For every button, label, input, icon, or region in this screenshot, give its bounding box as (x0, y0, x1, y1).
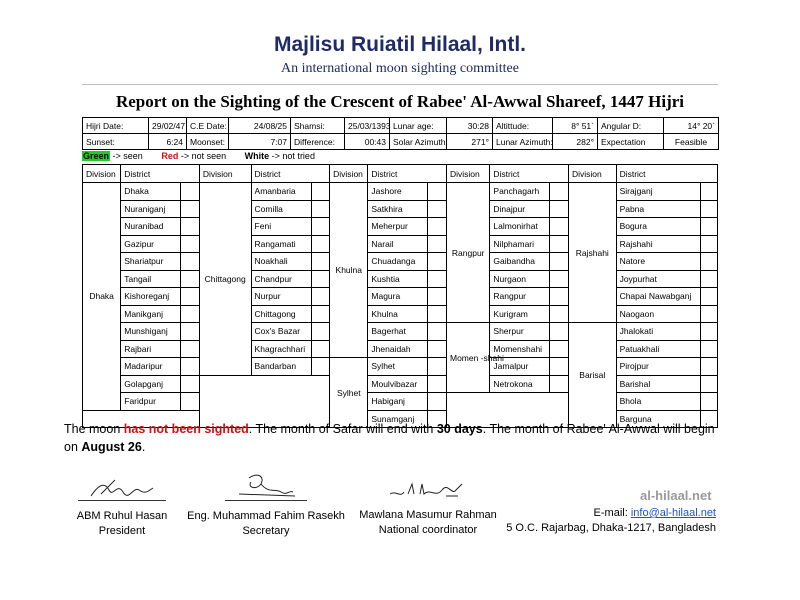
status-cell-netrokona (550, 375, 569, 393)
hijri-date-value: 29/02/47 (149, 118, 187, 134)
status-cell-sherpur (550, 323, 569, 341)
status-cell-dinajpur (550, 200, 569, 218)
district-nuranibad: Nuranibad (121, 218, 181, 236)
district-chandpur: Chandpur (251, 270, 311, 288)
announcement-status: has not been sighted (123, 422, 249, 436)
lunar-azimuth-value: 282° (553, 134, 598, 150)
status-cell-sirajganj (701, 183, 718, 201)
status-cell-nilphamari (550, 235, 569, 253)
status-cell-nuranibad (181, 218, 200, 236)
status-cell-pabna (701, 200, 718, 218)
moonset-value: 7:07 (229, 134, 291, 150)
division-rangpur: Rangpur (446, 183, 489, 323)
signer-title: National coordinator (378, 524, 478, 536)
shamsi-value: 25/03/1393 (345, 118, 390, 134)
district-natore: Natore (616, 253, 701, 271)
hijri-date-label: Hijri Date: (83, 118, 149, 134)
district-jamalpur: Jamalpur (490, 358, 550, 376)
status-cell-faridpur (181, 393, 200, 411)
division-rajshahi: Rajshahi (569, 183, 617, 323)
ce-date-value: 24/08/25 (229, 118, 291, 134)
division-header: Division (83, 165, 121, 183)
division-barisal: Barisal (569, 323, 617, 428)
grid-row (83, 218, 718, 236)
district-madaripur: Madaripur (121, 358, 181, 376)
district-rangpur: Rangpur (490, 288, 550, 306)
status-cell-rajbari (181, 340, 200, 358)
org-subtitle: An international moon sighting committee (281, 61, 519, 76)
signature-line (225, 500, 307, 501)
signature-secretary (186, 472, 346, 539)
lunar-azimuth-label: Lunar Azimuth: (493, 134, 553, 150)
status-cell-nuraniganj (181, 200, 200, 218)
altitude-label: Altittude: (493, 118, 553, 134)
district-joypurhat: Joypurhat (616, 270, 701, 288)
status-cell-sylhet (428, 358, 447, 376)
status-cell-moulvibazar (428, 375, 447, 393)
grid-row (83, 305, 718, 323)
status-cell-meherpur (428, 218, 447, 236)
status-cell-nurpur (311, 288, 330, 306)
district-bogura: Bogura (616, 218, 701, 236)
announcement (64, 420, 724, 456)
report-title: Report on the Sighting of the Crescent of Rabee' Al-Awwal Shareef, 1447 Hijri (115, 92, 685, 111)
status-cell-madaripur (181, 358, 200, 376)
district-jashore: Jashore (368, 183, 428, 201)
district-nilphamari: Nilphamari (490, 235, 550, 253)
division-sylhet: Sylhet (330, 358, 368, 428)
info-row-2 (83, 134, 719, 150)
angular-d-label: Angular D: (598, 118, 664, 134)
district-chapai-nawabganj: Chapai Nawabganj (616, 288, 701, 306)
district-jhalokati: Jhalokati (616, 323, 701, 341)
grid-row (83, 340, 718, 358)
announcement-date: August 26 (81, 440, 142, 454)
legend-green-desc: -> seen (112, 151, 143, 161)
status-cell-comilla (311, 200, 330, 218)
status-cell-rajshahi (701, 235, 718, 253)
grid-row (83, 270, 718, 288)
signature-coordinator (358, 478, 498, 538)
district-header: District (490, 165, 569, 183)
district-rajbari: Rajbari (121, 340, 181, 358)
district-bandarban: Bandarban (251, 358, 311, 376)
status-cell-amanbaria (311, 183, 330, 201)
district-manikganj: Manikganj (121, 305, 181, 323)
status-cell-kushtia (428, 270, 447, 288)
status-cell-tangail (181, 270, 200, 288)
brand-website: al-hilaal.net (640, 488, 712, 503)
status-cell-cox-s-bazar (311, 323, 330, 341)
grid-row (83, 288, 718, 306)
signer-title: Secretary (242, 525, 290, 537)
legend-red: Red (161, 151, 179, 161)
district-nuraniganj: Nuraniganj (121, 200, 181, 218)
division-header: Division (446, 165, 489, 183)
division-dhaka: Dhaka (83, 183, 121, 411)
district-pabna: Pabna (616, 200, 701, 218)
district-barguna: Barguna (616, 410, 701, 428)
astronomical-info-table (82, 117, 719, 150)
grid-row (83, 323, 718, 341)
status-cell-satkhira (428, 200, 447, 218)
status-cell-habiganj (428, 393, 447, 411)
status-cell-khagrachhari (311, 340, 330, 358)
solar-azimuth-label: Solar Azimuth: (390, 134, 447, 150)
grid-row (83, 183, 718, 201)
status-cell-bhola (701, 393, 718, 411)
status-cell-noakhali (311, 253, 330, 271)
district-lalmonirhat: Lalmonirhat (490, 218, 550, 236)
status-cell-nurgaon (550, 270, 569, 288)
status-cell-golapganj (181, 375, 200, 393)
district-tangail: Tangail (121, 270, 181, 288)
expectation-label: Expectation (598, 134, 664, 150)
status-cell-chittagong (311, 305, 330, 323)
district-munshiganj: Munshiganj (121, 323, 181, 341)
status-cell-magura (428, 288, 447, 306)
difference-label: Difference: (291, 134, 345, 150)
district-jhenaidah: Jhenaidah (368, 340, 428, 358)
status-cell-jashore (428, 183, 447, 201)
district-satkhira: Satkhira (368, 200, 428, 218)
district-netrokona: Netrokona (490, 375, 550, 393)
grid-row (83, 375, 718, 393)
division-header: Division (330, 165, 368, 183)
status-cell-dhaka (181, 183, 200, 201)
grid-row (83, 200, 718, 218)
district-panchagarh: Panchagarh (490, 183, 550, 201)
status-cell-momenshahi (550, 340, 569, 358)
district-cox-s-bazar: Cox's Bazar (251, 323, 311, 341)
legend-white-desc: -> not tried (271, 151, 315, 161)
district-moulvibazar: Moulvibazar (368, 375, 428, 393)
status-cell-rangpur (550, 288, 569, 306)
status-cell-pirojpur (701, 358, 718, 376)
status-cell-munshiganj (181, 323, 200, 341)
signature-scribble-coordinator (386, 478, 470, 500)
district-naogaon: Naogaon (616, 305, 701, 323)
difference-value: 00:43 (345, 134, 390, 150)
status-cell-kishoreganj (181, 288, 200, 306)
announcement-part2: . The month of Safar will end with (248, 422, 437, 436)
moonset-label: Moonset: (187, 134, 229, 150)
signer-name: Mawlana Masumur Rahman (359, 509, 497, 521)
shamsi-label: Shamsi: (291, 118, 345, 134)
status-cell-joypurhat (701, 270, 718, 288)
sunset-label: Sunset: (83, 134, 149, 150)
district-amanbaria: Amanbaria (251, 183, 311, 201)
legend (82, 151, 315, 161)
district-golapganj: Golapganj (121, 375, 181, 393)
status-cell-bandarban (311, 358, 330, 376)
district-bhola: Bhola (616, 393, 701, 411)
district-sirajganj: Sirajganj (616, 183, 701, 201)
district-momenshahi: Momenshahi (490, 340, 550, 358)
solar-azimuth-value: 271° (447, 134, 493, 150)
status-cell-kurigram (550, 305, 569, 323)
email-line (500, 506, 716, 521)
status-cell-gaibandha (550, 253, 569, 271)
status-cell-barishal (701, 375, 718, 393)
email-link[interactable]: info@al-hilaal.net (630, 507, 716, 519)
status-cell-jhenaidah (428, 340, 447, 358)
status-cell-lalmonirhat (550, 218, 569, 236)
signer-name: Eng. Muhammad Fahim Rasekh (187, 510, 345, 522)
district-rajshahi: Rajshahi (616, 235, 701, 253)
lunar-age-value: 30:28 (447, 118, 493, 134)
district-chittagong: Chittagong (251, 305, 311, 323)
status-cell-shariatpur (181, 253, 200, 271)
signature-scribble-president (87, 478, 157, 500)
status-cell-chandpur (311, 270, 330, 288)
district-noakhali: Noakhali (251, 253, 311, 271)
district-narail: Narail (368, 235, 428, 253)
division-khulna: Khulna (330, 183, 368, 358)
district-meherpur: Meherpur (368, 218, 428, 236)
district-sherpur: Sherpur (490, 323, 550, 341)
email-label: E-mail: (593, 507, 631, 519)
district-khagrachhari: Khagrachhari (251, 340, 311, 358)
district-sunamganj: Sunamganj (368, 410, 428, 428)
district-patuakhali: Patuakhali (616, 340, 701, 358)
district-shariatpur: Shariatpur (121, 253, 181, 271)
district-gazipur: Gazipur (121, 235, 181, 253)
status-cell-narail (428, 235, 447, 253)
district-faridpur: Faridpur (121, 393, 181, 411)
status-cell-manikganj (181, 305, 200, 323)
district-khulna: Khulna (368, 305, 428, 323)
signature-line (78, 500, 166, 501)
district-gaibandha: Gaibandha (490, 253, 550, 271)
district-nurpur: Nurpur (251, 288, 311, 306)
division-header: Division (199, 165, 251, 183)
district-nurgaon: Nurgaon (490, 270, 550, 288)
division-header: Division (569, 165, 617, 183)
status-cell-jhalokati (701, 323, 718, 341)
lunar-age-label: Lunar age: (390, 118, 447, 134)
status-cell-khulna (428, 305, 447, 323)
district-bagerhat: Bagerhat (368, 323, 428, 341)
status-cell-bagerhat (428, 323, 447, 341)
status-cell-bogura (701, 218, 718, 236)
district-chuadanga: Chuadanga (368, 253, 428, 271)
status-cell-feni (311, 218, 330, 236)
info-row-1 (83, 118, 719, 134)
org-name: Majlisu Ruiatil Hilaal, Intl. (273, 33, 527, 56)
altitude-value: 8° 51` (553, 118, 598, 134)
district-comilla: Comilla (251, 200, 311, 218)
status-cell-natore (701, 253, 718, 271)
signature-president (68, 478, 176, 539)
signer-title: President (98, 525, 146, 537)
district-header: District (616, 165, 717, 183)
address: 5 O.C. Rajarbag, Dhaka-1217, Bangladesh (506, 522, 716, 534)
grid-row (83, 253, 718, 271)
status-cell-jamalpur (550, 358, 569, 376)
signer-name: ABM Ruhul Hasan (76, 510, 168, 522)
status-cell-rangamati (311, 235, 330, 253)
announcement-part1: The moon (64, 422, 124, 436)
announcement-days: 30 days (436, 422, 483, 436)
grid-header-row (83, 165, 718, 183)
status-cell-panchagarh (550, 183, 569, 201)
expectation-value: Feasible (664, 134, 719, 150)
status-cell-gazipur (181, 235, 200, 253)
district-dhaka: Dhaka (121, 183, 181, 201)
district-header: District (368, 165, 447, 183)
district-kurigram: Kurigram (490, 305, 550, 323)
ce-date-label: C.E Date: (187, 118, 229, 134)
district-grid (82, 164, 718, 428)
status-cell-patuakhali (701, 340, 718, 358)
header-divider (82, 84, 718, 85)
contact-block (500, 506, 716, 536)
district-pirojpur: Pirojpur (616, 358, 701, 376)
announcement-part3: . The month of Rabee' Al-Awwal will begin on (64, 422, 715, 454)
district-feni: Feni (251, 218, 311, 236)
district-header: District (251, 165, 330, 183)
district-sylhet: Sylhet (368, 358, 428, 376)
status-cell-naogaon (701, 305, 718, 323)
legend-red-desc: -> not seen (180, 151, 227, 161)
grid-row (83, 358, 718, 376)
legend-white: White (244, 151, 270, 161)
district-kishoreganj: Kishoreganj (121, 288, 181, 306)
district-barishal: Barishal (616, 375, 701, 393)
status-cell-chapai-nawabganj (701, 288, 718, 306)
sunset-value: 6:24 (149, 134, 187, 150)
division-chittagong: Chittagong (199, 183, 251, 376)
announcement-part4: . (141, 440, 146, 454)
grid-row (83, 235, 718, 253)
grid-row (83, 393, 718, 411)
district-kushtia: Kushtia (368, 270, 428, 288)
signature-scribble-secretary (231, 472, 301, 500)
status-cell-chuadanga (428, 253, 447, 271)
legend-green: Green (83, 151, 110, 161)
district-rangamati: Rangamati (251, 235, 311, 253)
district-dinajpur: Dinajpur (490, 200, 550, 218)
district-header: District (121, 165, 200, 183)
division-momenshahi: Momen -shahi (446, 323, 489, 393)
district-habiganj: Habiganj (368, 393, 428, 411)
district-magura: Magura (368, 288, 428, 306)
angular-d-value: 14° 20` (664, 118, 719, 134)
